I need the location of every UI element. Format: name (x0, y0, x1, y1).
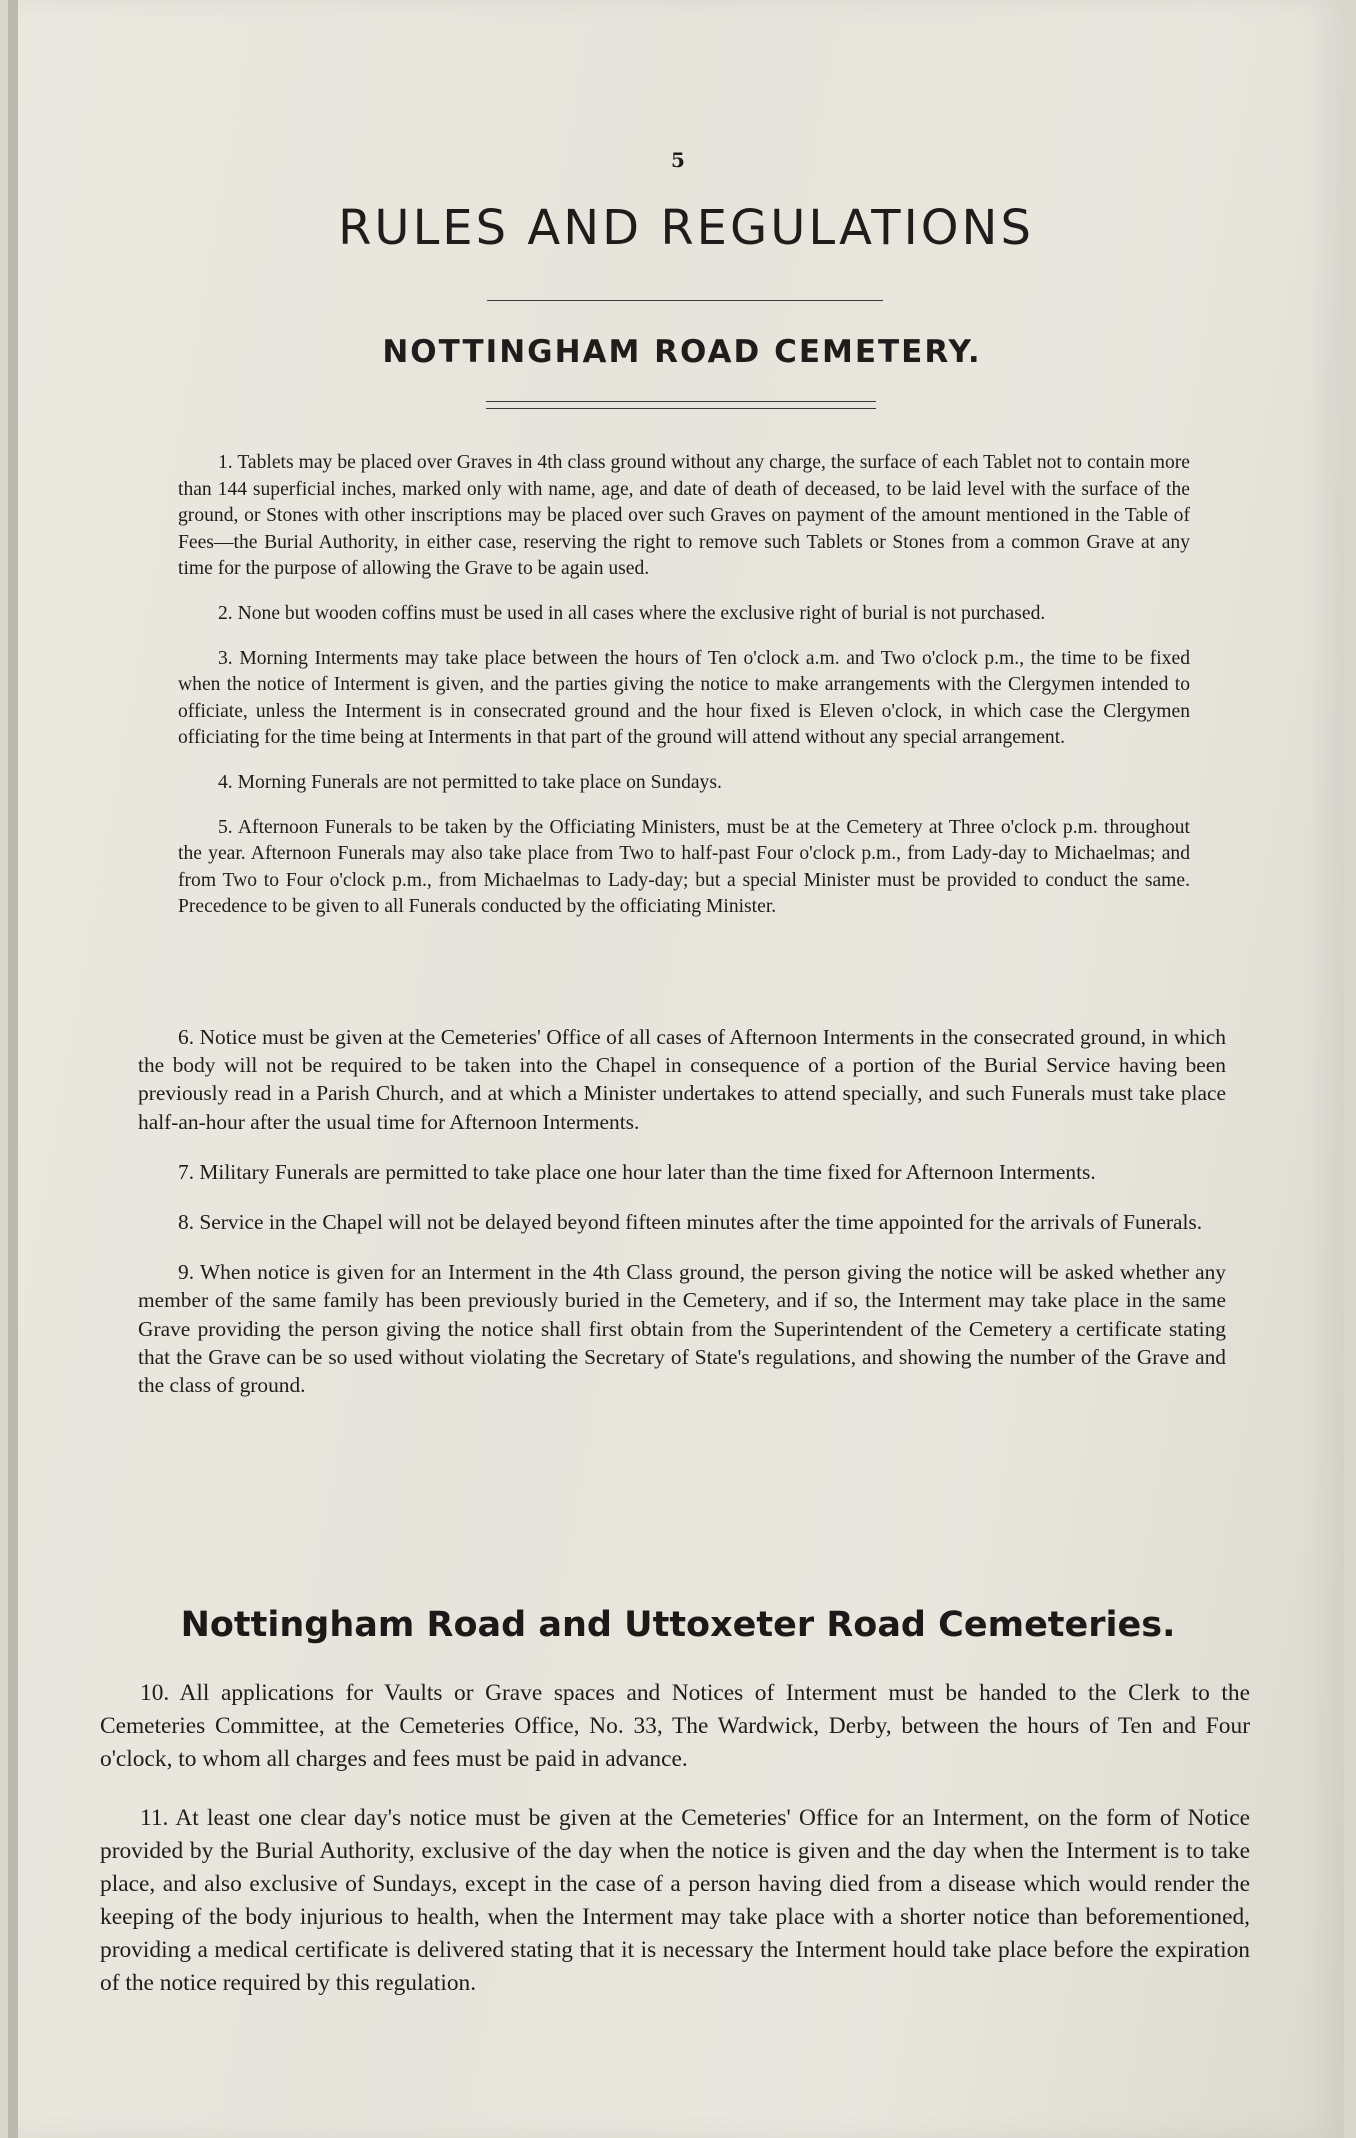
rules-section-nottingham-road (178, 450, 1190, 939)
page-title: RULES AND REGULATIONS (338, 200, 1034, 256)
rule-4: 4. Morning Funerals are not permitted to take place on Sundays. (218, 771, 722, 793)
rule-8: 8. Service in the Chapel will not be delayed beyond fifteen minutes after the time appointed for the arrivals of Funerals. (178, 1210, 1203, 1235)
rule-6: 6. Notice must be given at the Cemeteries' Office of all cases of Afternoon Interments in the consecrated ground, in which the body will not be required to be taken into the Chapel in consequence of a portion of the Burial Service having been previously read in a Parish Church, and at which a Minister undertakes to attend specially, and such Funerals must take place half-an-hour after the usual time for Afternoon Interments. (138, 1025, 1226, 1134)
rule-10: 10. All applications for Vaults or Grave spaces and Notices of Interment must be handed to the Clerk to the Cemeteries Committee, at the Cemeteries Office, No. 33, The Wardwick, Derby, between the hours of Ten and Four o'clock, to whom all charges and fees must be paid in advance. (100, 1680, 1250, 1772)
cemetery-subtitle: NOTTINGHAM ROAD CEMETERY. (382, 334, 982, 370)
subtitle-divider-bottom (486, 408, 876, 409)
section-heading: Nottingham Road and Uttoxeter Road Cemeteries. (180, 1605, 1176, 1645)
rules-section-both-cemeteries (100, 1677, 1250, 2026)
title-divider (487, 300, 883, 301)
rule-9: 9. When notice is given for an Interment in the 4th Class ground, the person giving the notice will be asked whether any member of the same family has been previously buried in the Cemetery, and if so, the Interment may take place in the same Grave providing the person giving the notice shall first obtain from the Superintendent of the Cemetery a certificate stating that the Grave can be so used without violating the Secretary of State's regulations, and showing the number of the Grave and the class of ground. (138, 1260, 1226, 1398)
page-edge (8, 0, 18, 2138)
rule-1: 1. Tablets may be placed over Graves in 4th class ground without any charge, the surface of each Tablet not to contain more than 144 superficial inches, marked only with name, age, and date of death of deceased, to be laid level with the surface of the ground, or Stones with other inscriptions may be placed over such Graves on payment of the amount mentioned in the Table of Fees—the Burial Authority, in either case, reserving the right to remove such Tablets or Stones from a common Grave at any time for the purpose of allowing the Grave to be again used. (178, 452, 1190, 580)
rule-11: 11. At least one clear day's notice must be given at the Cemeteries' Office for an Interment, on the form of Notice provided by the Burial Authority, exclusive of the day when the notice is given and the day when the Interment is to take place, and also exclusive of Sundays, except in the case of a person having died from a disease which would render the keeping of the body injurious to health, when the Interment may take place with a shorter notice than beforementioned, providing a medical certificate is delivered stating that it is necessary the Interment hould take place before the expiration of the notice required by this regulation. (100, 1805, 1250, 1996)
rules-section-continued (138, 1023, 1226, 1421)
rule-3: 3. Morning Interments may take place between the hours of Ten o'clock a.m. and Two o'clock p.m., the time to be fixed when the notice of Interment is given, and the parties giving the notice to make arrangements with the Clergymen intended to officiate, unless the Interment is in consecrated ground and the hour fixed is Eleven o'clock, in which case the Clergymen officiating for the time being at Interments in that part of the ground will attend without any special arrangement. (178, 647, 1190, 749)
rule-5: 5. Afternoon Funerals to be taken by the Officiating Ministers, must be at the Cemetery at Three o'clock p.m. throughout the year. Afternoon Funerals may also take place from Two to half-past Four o'clock p.m., from Lady-day to Michaelmas; and from Two to Four o'clock p.m., from Michaelmas to Lady-day; but a special Minister must be provided to conduct the same. Precedence to be given to all Funerals conducted by the officiating Minister. (178, 816, 1190, 918)
page-number: 5 (671, 148, 685, 172)
subtitle-divider-top (486, 401, 876, 402)
rule-2: 2. None but wooden coffins must be used in all cases where the exclusive right of burial is not purchased. (218, 602, 1046, 624)
rule-7: 7. Military Funerals are permitted to take place one hour later than the time fixed for Afternoon Interments. (178, 1159, 1096, 1184)
